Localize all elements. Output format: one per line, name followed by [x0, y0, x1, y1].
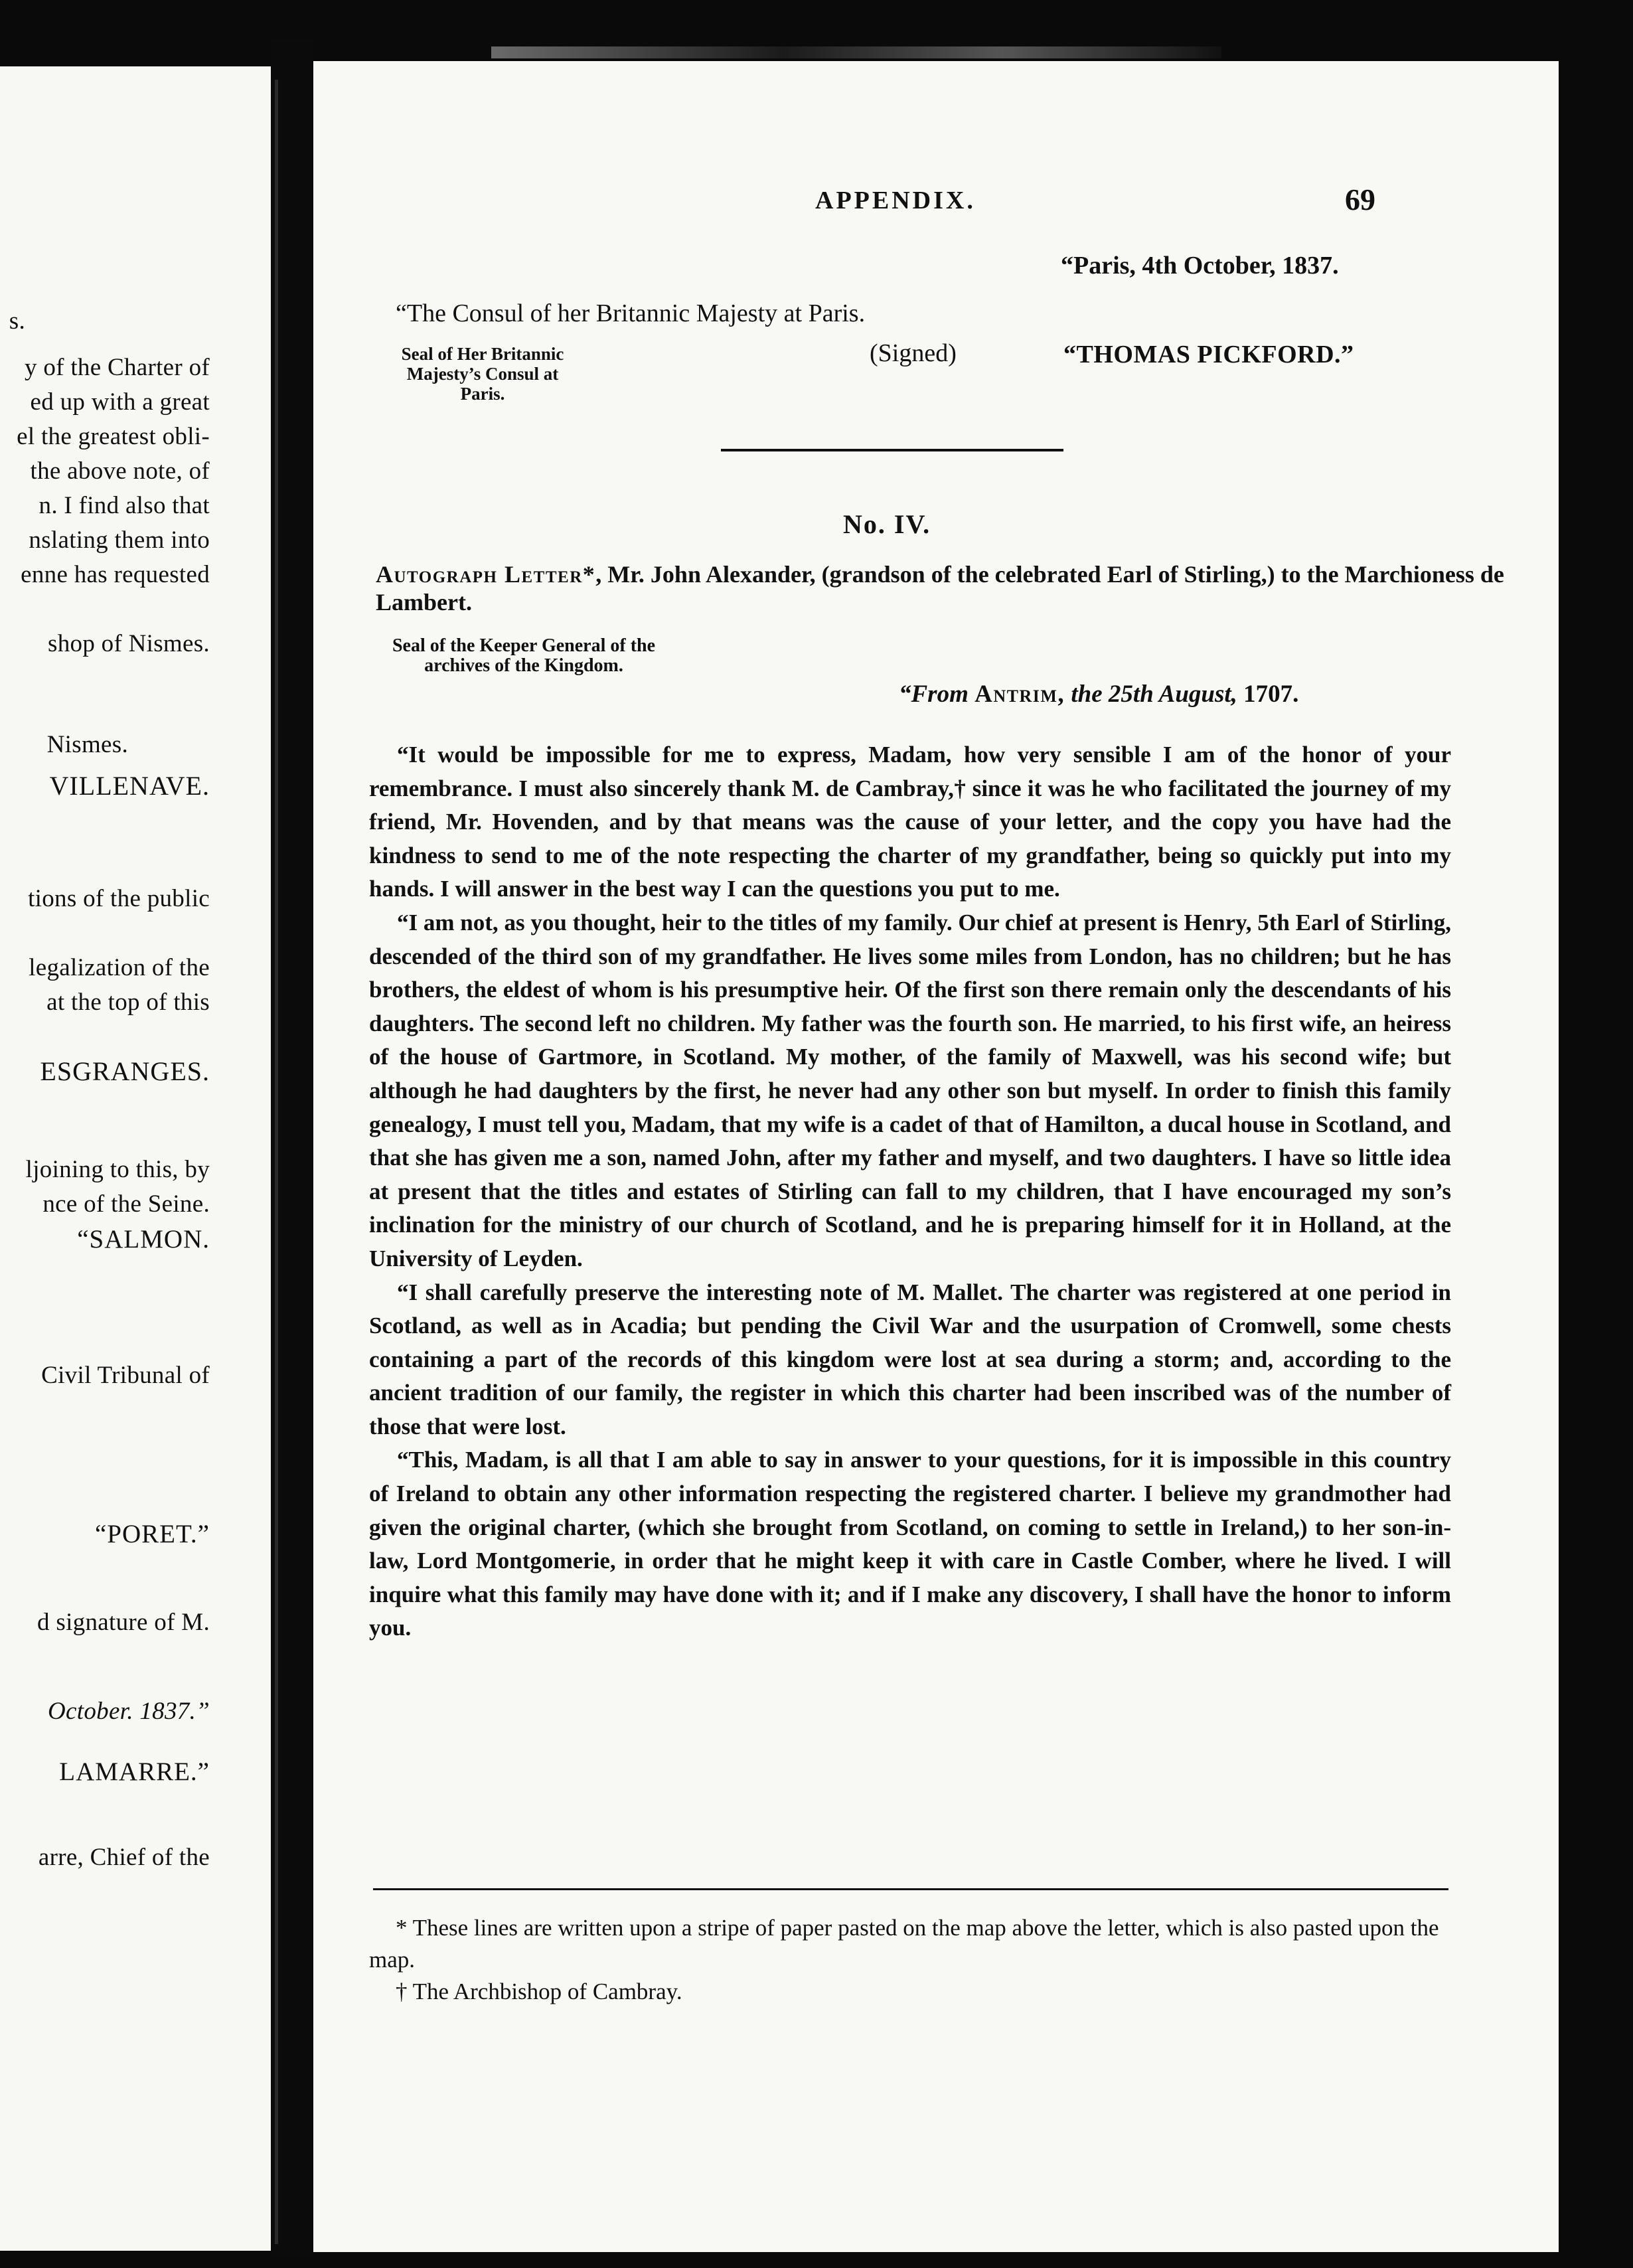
letter-dateline — [899, 680, 1298, 708]
left-line: shop of Nismes. — [48, 630, 210, 657]
letter-paragraph: “I am not, as you thought, heir to the titles of my family. Our chief at present is Henry, 5th Earl of Stirling, descended of the third son of my grandfather. He lives some miles from London, has no children; but he has brothers, the eldest of whom is his presumptive heir. Of the first son there remain only the descendants of his daughters. The second left no children. My father was the fourth son. He married, to his first wife, an heiress of the house of Gartmore, in Scotland. My mother, of the family of Maxwell, was his second wife; but although he had daughters by the first, he never had any other son but myself. In order to finish this family genealogy, I must tell you, Madam, that my wife is a cadet of that of Hamilton, a ducal house in Scotland, and that she has given me a son, named John, after my father and myself, and two daughters. I have so little idea at present that the titles and estates of Stirling can fall to my children, that I have encouraged my son’s inclination for the ministry of our church of Scotland, and he is preparing himself for it in Holland, at the University of Leyden. — [369, 909, 1451, 1271]
left-line: el the greatest obli- — [17, 423, 210, 450]
left-line: ed up with a great — [30, 388, 210, 416]
section-divider — [721, 449, 1063, 451]
left-line: October. 1837.” — [48, 1698, 210, 1725]
letter-paragraph: “This, Madam, is all that I am able to say in answer to your questions, for it is impossible in this country of Ireland to obtain any other information respecting the registered charter. I believe my grandmother had given the original charter, (which she brought from Scotland, on coming to settle in Ireland,) to her son-in-law, Lord Montgomerie, in order that he might keep it with care in Castle Comber, where he lived. I will inquire what this family may have done with it; and if I make any discovery, I shall have the honor to inform you. — [369, 1447, 1451, 1641]
letter-body — [369, 738, 1451, 1645]
dateline-from: “From — [899, 681, 969, 708]
left-line: ESGRANGES. — [40, 1056, 210, 1086]
footnote-dagger: † The Archbishop of Cambray. — [396, 1979, 682, 2004]
left-line: y of the Charter of — [25, 354, 210, 381]
left-line: Nismes. — [46, 731, 128, 758]
left-line: VILLENAVE. — [49, 771, 210, 801]
footnote-star: * These lines are written upon a stripe of paper pasted on the map above the letter, which is also pasted upon the map. — [369, 1915, 1439, 1973]
left-line: d signature of M. — [37, 1609, 210, 1636]
running-head: APPENDIX. — [815, 187, 976, 214]
left-line: “SALMON. — [77, 1225, 210, 1254]
dateline-date: the 25th August, — [1071, 681, 1237, 708]
left-line: s. — [9, 307, 25, 335]
consul-line: “The Consul of her Britannic Majesty at Paris. — [396, 299, 866, 327]
letter-paragraph: “It would be impossible for me to express, Madam, how very sensible I am of the honor of your remembrance. I must also sincerely thank M. de Cambray,† since it was he who facilitated the journey of my friend, Mr. Hovenden, and by that means was the cause of your letter, and the copy you have had the kindness to send to me of the note respecting the charter of my grandfather, being so quickly put into my hands. I will answer in the best way I can the questions you put to me. — [369, 742, 1451, 902]
gutter-edge — [275, 80, 278, 2244]
left-line: legalization of the — [29, 954, 210, 981]
footnotes — [369, 1912, 1451, 2008]
heading-rest: , Mr. John Alexander, (grandson of the celebrated Earl of Stirling,) to the Marchioness de Lambert. — [376, 561, 1504, 615]
footnote-rule — [373, 1888, 1448, 1890]
consul-seal-note: Seal of Her Britannic Majesty’s Consul at Paris. — [401, 344, 564, 404]
left-line: nce of the Seine. — [42, 1190, 210, 1218]
left-line: arre, Chief of the — [38, 1844, 210, 1871]
dateline-place: Antrim, — [974, 681, 1065, 708]
dateline-year: 1707. — [1243, 681, 1299, 708]
left-line: at the top of this — [46, 989, 210, 1016]
left-page-fragment — [0, 66, 271, 2251]
left-line: “PORET.” — [95, 1520, 210, 1548]
left-line: enne has requested — [21, 561, 210, 588]
letter-paragraph: “I shall carefully preserve the interesting note of M. Mallet. The charter was registered at one period in Scotland, as well as in Acadia; but pending the Civil War and the usurpation of Cromwell, some chests containing a part of the records of this kingdom were lost at sea during a storm; and, according to the ancient tradition of our family, the register in which this charter had been inscribed was of the number of those that were lost. — [369, 1279, 1451, 1439]
archives-seal-note: Seal of the Keeper General of the archives of the Kingdom. — [392, 635, 656, 676]
left-line: the above note, of — [30, 457, 210, 485]
heading-lead: Autograph Letter* — [376, 561, 596, 588]
page-top-shadow — [491, 46, 1221, 58]
letter-heading — [376, 560, 1517, 616]
certificate-dateline: “Paris, 4th October, 1837. — [1061, 252, 1339, 280]
signature: “THOMAS PICKFORD.” — [1063, 341, 1354, 368]
signed-label: (Signed) — [870, 339, 957, 367]
left-line: nslating them into — [29, 526, 210, 554]
left-line: Civil Tribunal of — [41, 1362, 210, 1389]
left-line: LAMARRE.” — [59, 1757, 210, 1786]
page-number: 69 — [1345, 183, 1375, 216]
right-page — [313, 61, 1559, 2252]
left-line: n. I find also that — [39, 492, 210, 519]
left-line: ljoining to this, by — [25, 1156, 210, 1183]
left-line: tions of the public — [28, 885, 210, 912]
section-number: No. IV. — [843, 509, 931, 539]
